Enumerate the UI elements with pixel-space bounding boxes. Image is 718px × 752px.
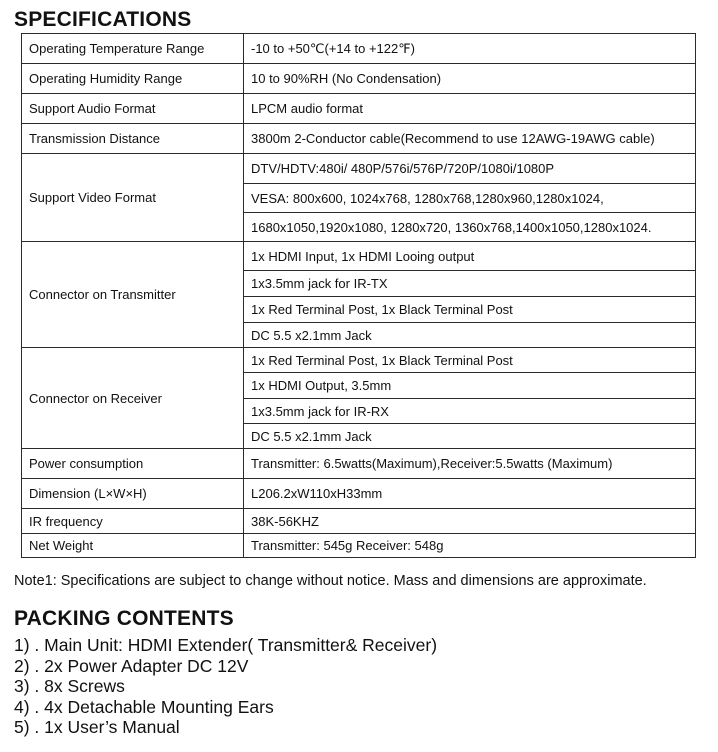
spec-value: 1x3.5mm jack for IR-TX [244,271,696,297]
table-row [22,64,696,94]
spec-value: DC 5.5 x2.1mm Jack [244,424,696,449]
table-row [22,534,696,558]
spec-label: Operating Temperature Range [22,34,244,64]
table-row [22,509,696,534]
packing-contents-list [14,635,437,738]
table-row [22,124,696,154]
spec-label: IR frequency [22,509,244,534]
spec-value: L206.2xW110xH33mm [244,479,696,509]
spec-value: 1x HDMI Output, 3.5mm [244,373,696,399]
list-item: 3) . 8x Screws [14,676,125,696]
table-row [22,479,696,509]
list-item: 2) . 2x Power Adapter DC 12V [14,655,249,676]
spec-label: Power consumption [22,449,244,479]
spec-label: Transmission Distance [22,124,244,154]
spec-label: Support Video Format [22,154,244,242]
table-row [22,449,696,479]
spec-value: LPCM audio format [244,94,696,124]
list-item: 4) . 4x Detachable Mounting Ears [14,696,274,717]
table-row [22,348,696,373]
spec-value: 1x HDMI Input, 1x HDMI Looing output [244,242,696,271]
specifications-table [21,33,696,558]
spec-value: 38K-56KHZ [244,509,696,534]
spec-label: Connector on Transmitter [22,242,244,348]
spec-label: Net Weight [22,534,244,558]
spec-value: Transmitter: 6.5watts(Maximum),Receiver:5.5watts (Maximum) [244,449,696,479]
list-item: 1) . Main Unit: HDMI Extender( Transmitter& Receiver) [14,635,438,655]
spec-value: 1x3.5mm jack for IR-RX [244,399,696,424]
spec-label: Operating Humidity Range [22,64,244,94]
spec-value: 1680x1050,1920x1080, 1280x720, 1360x768,1400x1050,1280x1024. [244,213,696,242]
spec-value: 3800m 2-Conductor cable(Recommend to use 12AWG-19AWG cable) [244,124,696,154]
spec-value: 10 to 90%RH (No Condensation) [244,64,696,94]
table-row [22,34,696,64]
table-row [22,94,696,124]
spec-value: DTV/HDTV:480i/ 480P/576i/576P/720P/1080i/1080P [244,154,696,184]
specifications-heading: SPECIFICATIONS [14,8,192,31]
specifications-note: Note1: Specifications are subject to change without notice. Mass and dimensions are approximate. [14,573,647,589]
list-item: 5) . 1x User’s Manual [14,717,180,737]
spec-value: 1x Red Terminal Post, 1x Black Terminal Post [244,297,696,323]
spec-value: Transmitter: 545g Receiver: 548g [244,534,696,558]
spec-value: -10 to +50℃(+14 to +122℉) [244,34,696,64]
spec-label: Connector on Receiver [22,348,244,449]
spec-label: Dimension (L×W×H) [22,479,244,509]
spec-value: 1x Red Terminal Post, 1x Black Terminal Post [244,348,696,373]
table-row [22,154,696,184]
spec-label: Support Audio Format [22,94,244,124]
packing-contents-heading: PACKING CONTENTS [14,607,234,630]
spec-value: DC 5.5 x2.1mm Jack [244,323,696,348]
spec-value: VESA: 800x600, 1024x768, 1280x768,1280x960,1280x1024, [244,184,696,213]
table-row [22,242,696,271]
